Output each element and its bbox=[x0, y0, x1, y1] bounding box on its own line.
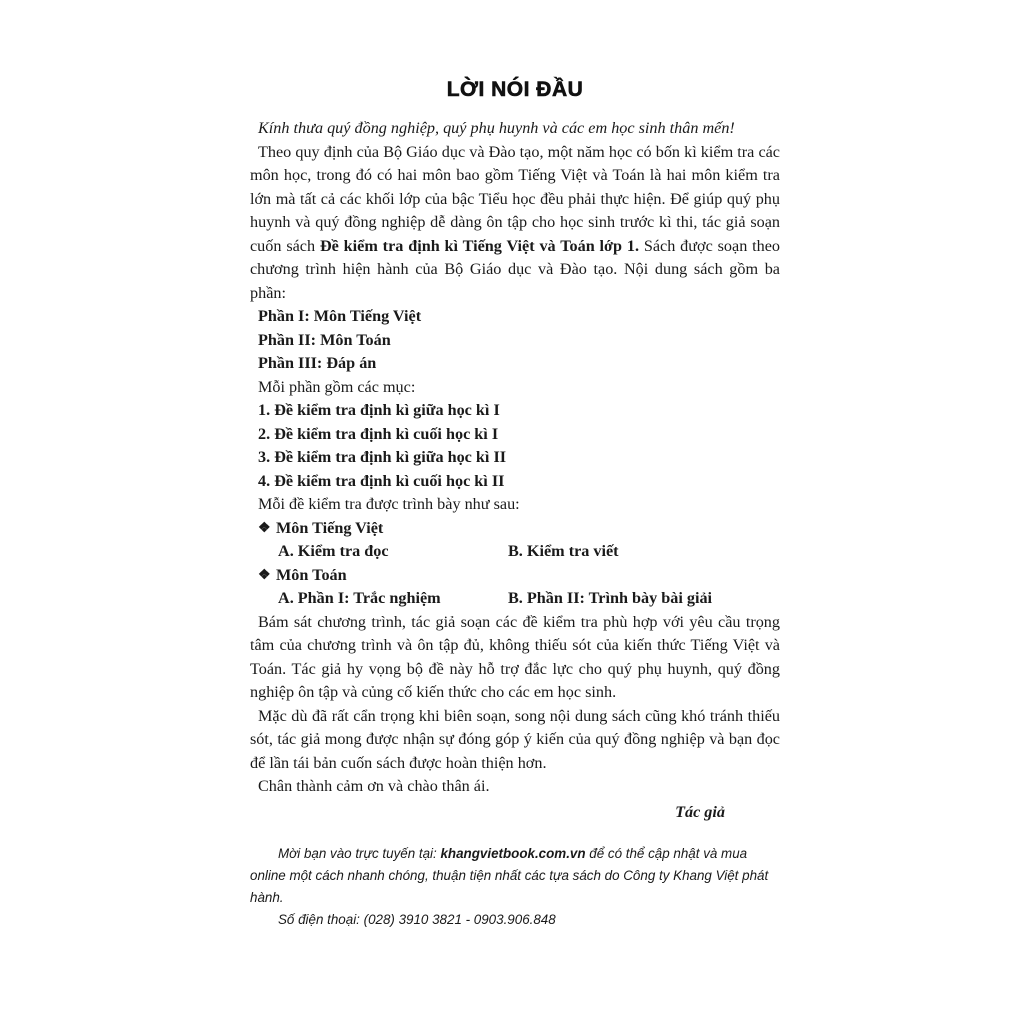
part-item: Phần II: Môn Toán bbox=[258, 330, 391, 349]
format-intro: Mỗi đề kiểm tra được trình bày như sau: bbox=[258, 495, 520, 513]
subject-part-b: B. Kiểm tra viết bbox=[508, 542, 619, 560]
intro-paragraph bbox=[250, 141, 780, 306]
website-link[interactable]: khangvietbook.com.vn bbox=[440, 846, 586, 861]
sections-intro: Mỗi phần gồm các mục: bbox=[258, 377, 416, 396]
subject-part-a: A. Kiểm tra đọc bbox=[278, 542, 389, 560]
page-title: LỜI NÓI ĐẦU bbox=[446, 78, 584, 101]
author-signature: Tác giả bbox=[675, 802, 725, 821]
book-title: Đề kiểm tra định kì Tiếng Việt và Toán lớp 1. bbox=[319, 236, 639, 255]
document-page bbox=[250, 78, 780, 824]
footer-note bbox=[250, 843, 780, 931]
body-paragraph: Bám sát chương trình, tác giả soạn các đề kiểm tra phù hợp với yêu cầu trọng tâm của chương trình và ôn tập đủ, không thiếu sót của kiến thức Tiếng Việt và Toán. Tác giả hy vọng bộ đề này hỗ trợ đắc lực cho quý phụ huynh, quý đồng nghiệp ôn tập và củng cố kiến thức cho các em học sinh. bbox=[250, 612, 780, 701]
diamond-bullet-icon: ❖ bbox=[258, 567, 271, 583]
section-item: 1. Đề kiểm tra định kì giữa học kì I bbox=[258, 401, 500, 419]
subject-name: Môn Toán bbox=[276, 565, 347, 584]
phone-number: Số điện thoại: (028) 3910 3821 - 0903.906.848 bbox=[278, 912, 556, 927]
body-paragraph: Mặc dù đã rất cẩn trọng khi biên soạn, song nội dung sách cũng khó tránh thiếu sót, tác giả mong được nhận sự đóng góp ý kiến của quý đồng nghiệp và bạn đọc để lần tái bản cuốn sách được hoàn thiện hơn. bbox=[250, 706, 780, 772]
footer-text-start: Mời bạn vào trực tuyến tại: bbox=[278, 846, 441, 861]
part-item: Phần III: Đáp án bbox=[258, 354, 377, 372]
part-item: Phần I: Môn Tiếng Việt bbox=[258, 307, 422, 325]
closing-line: Chân thành cảm ơn và chào thân ái. bbox=[258, 777, 490, 795]
subject-part-b: B. Phần II: Trình bày bài giải bbox=[508, 589, 713, 607]
footer-text bbox=[250, 843, 780, 909]
intro-text-start: Theo quy định của Bộ Giáo dục và Đào tạo, một năm học có bốn kì kiểm tra các môn học, trong đó có hai môn bao gồm Tiếng Việt và Toán là hai môn kiểm tra lớn mà tất cả các khối lớp của bậc Tiểu học đều phải thực hiện. Để giúp quý phụ huynh và quý đồng nghiệp dễ dàng ôn tập cho học sinh trước kì thi, tác giả soạn cuốn sách bbox=[250, 142, 780, 255]
section-item: 4. Đề kiểm tra định kì cuối học kì II bbox=[258, 471, 505, 490]
intro-text-end: Sách được soạn theo chương trình hiện hành của Bộ Giáo dục và Đào tạo. Nội dung sách gồm ba phần: bbox=[250, 236, 781, 302]
subject-part-a: A. Phần I: Trắc nghiệm bbox=[278, 589, 441, 607]
subject-heading bbox=[250, 517, 780, 541]
footer-text-end: để có thể cập nhật và mua online một cách nhanh chóng, thuận tiện nhất các tựa sách do Công ty Khang Việt phát hành. bbox=[250, 846, 769, 905]
diamond-bullet-icon: ❖ bbox=[258, 520, 271, 536]
subject-name: Môn Tiếng Việt bbox=[276, 518, 384, 537]
subject-parts-row bbox=[250, 587, 780, 611]
section-item: 2. Đề kiểm tra định kì cuối học kì I bbox=[258, 424, 499, 443]
section-item: 3. Đề kiểm tra định kì giữa học kì II bbox=[258, 448, 507, 466]
subject-parts-row bbox=[250, 540, 780, 564]
subject-heading bbox=[250, 564, 780, 588]
greeting-line: Kính thưa quý đồng nghiệp, quý phụ huynh và các em học sinh thân mến! bbox=[258, 119, 735, 137]
